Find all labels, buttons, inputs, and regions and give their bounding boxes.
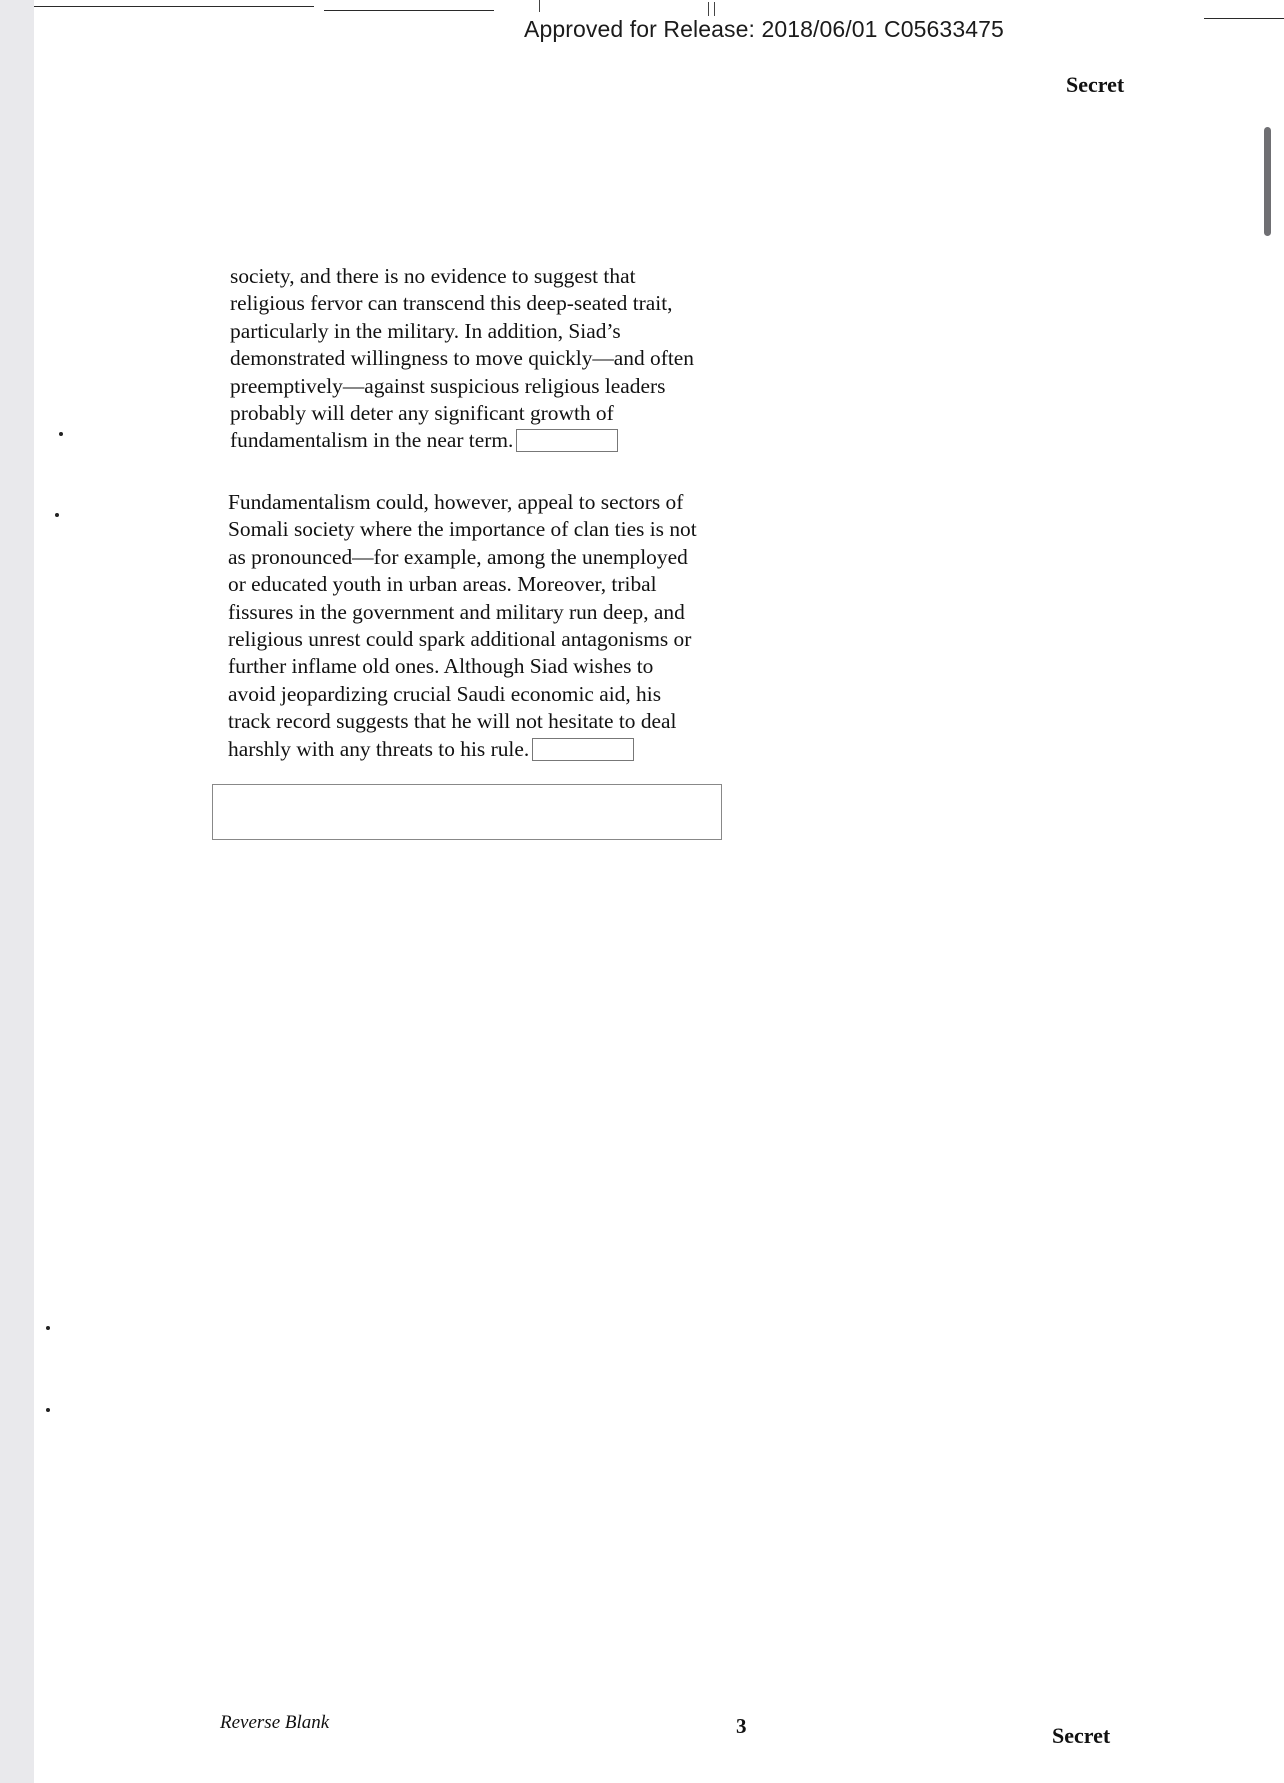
text-line: fissures in the government and military run deep, and: [228, 599, 685, 624]
scan-speck: [46, 1408, 50, 1412]
text-line: track record suggests that he will not hesitate to deal: [228, 709, 677, 734]
classification-marking-top: Secret: [1066, 72, 1125, 97]
text-line: religious fervor can transcend this deep-seated trait,: [230, 291, 673, 316]
text-line: fundamentalism in the near term.: [230, 428, 514, 453]
scrollbar-thumb[interactable]: [1264, 127, 1271, 236]
text-line: avoid jeopardizing crucial Saudi economic aid, his: [228, 681, 662, 706]
scan-speck: [59, 432, 63, 436]
text-line: religious unrest could spark additional antagonisms or: [228, 627, 692, 652]
scan-artifact-line: [324, 10, 494, 11]
scan-artifact-tick: [539, 0, 540, 12]
release-banner: Approved for Release: 2018/06/01 C05633475: [524, 16, 1004, 42]
text-line: Fundamentalism could, however, appeal to sectors of: [228, 490, 684, 514]
text-line: Somali society where the importance of clan ties is not: [228, 517, 697, 542]
document-page: [34, 0, 1284, 1783]
text-line-last: [228, 736, 788, 763]
text-line: particularly in the military. In addition, Siad’s: [230, 318, 621, 343]
text-line: preemptively—against suspicious religious leaders: [230, 373, 666, 398]
text-line: as pronounced—for example, among the unemployed: [228, 544, 688, 569]
scan-speck: [46, 1326, 50, 1330]
scan-artifact-line: [34, 6, 314, 7]
scan-artifact-tick: [708, 2, 709, 16]
reverse-blank-note: Reverse Blank: [220, 1712, 330, 1733]
page-number: 3: [736, 1714, 747, 1738]
classification-marking-bottom: Secret: [1052, 1723, 1111, 1748]
redaction-box: [516, 429, 618, 452]
redaction-block: [212, 784, 722, 840]
redaction-box: [532, 738, 634, 761]
scan-artifact-tick: [714, 2, 715, 16]
scan-speck: [55, 513, 59, 517]
text-line: demonstrated willingness to move quickly—and often: [230, 346, 694, 371]
scan-artifact-line: [1204, 18, 1284, 19]
text-line: harshly with any threats to his rule.: [228, 736, 530, 761]
text-line-last: [230, 427, 790, 454]
paragraph-1: [230, 263, 790, 455]
text-line: society, and there is no evidence to suggest that: [230, 264, 636, 288]
text-line: or educated youth in urban areas. Moreover, tribal: [228, 572, 657, 597]
text-line: probably will deter any significant growth of: [230, 401, 614, 426]
paragraph-2: [228, 489, 788, 763]
text-line: further inflame old ones. Although Siad wishes to: [228, 654, 654, 679]
